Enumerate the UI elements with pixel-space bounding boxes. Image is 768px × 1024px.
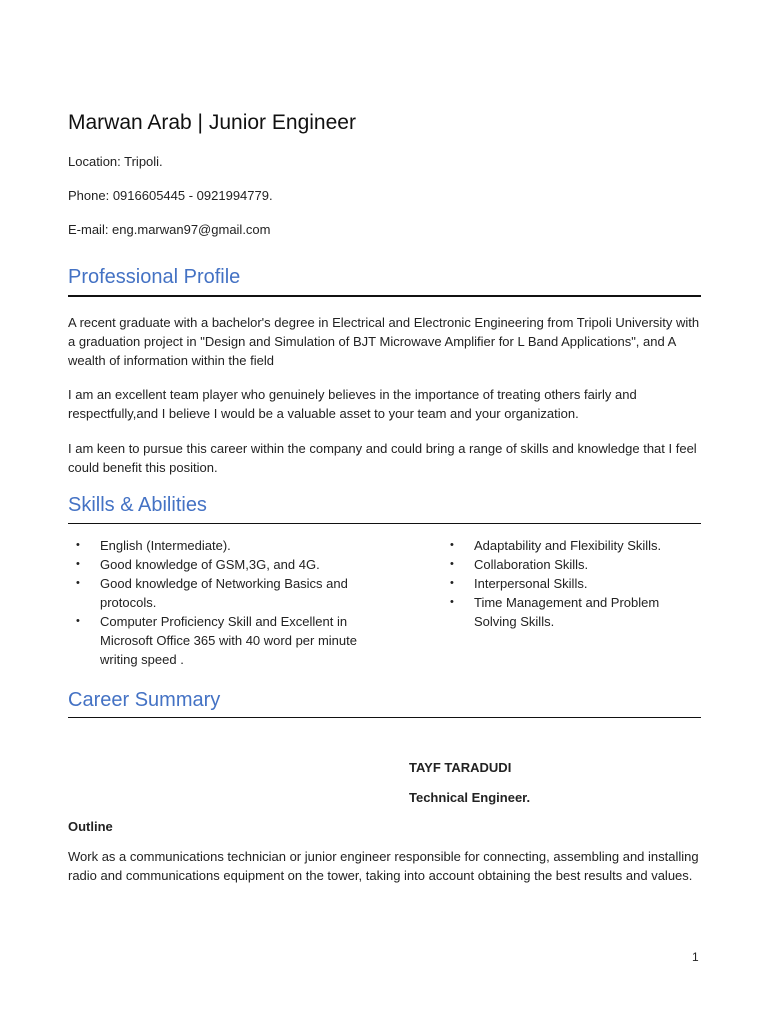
skills-divider bbox=[68, 523, 701, 524]
skill-text: Interpersonal Skills. bbox=[474, 576, 588, 591]
skill-text: Good knowledge of Networking Basics and protocols. bbox=[100, 576, 348, 610]
email-line: E-mail: eng.marwan97@gmail.com bbox=[68, 222, 271, 237]
bullet-icon: • bbox=[450, 577, 454, 589]
list-item bbox=[68, 574, 398, 612]
bullet-icon: • bbox=[76, 577, 80, 589]
skills-heading: Skills & Abilities bbox=[68, 494, 207, 516]
name-title: Marwan Arab | Junior Engineer bbox=[68, 111, 356, 134]
outline-label: Outline bbox=[68, 819, 113, 834]
profile-paragraph-1: A recent graduate with a bachelor's degree in Electrical and Electronic Engineering from Tripoli University with a graduation project in "Design and Simulation of BJT Microwave Amplifier for L Band Applications", and A wealth of information within the field bbox=[68, 315, 700, 368]
list-item bbox=[442, 574, 704, 593]
list-item bbox=[442, 555, 704, 574]
skill-text: English (Intermediate). bbox=[100, 538, 231, 553]
skill-text: Good knowledge of GSM,3G, and 4G. bbox=[100, 557, 320, 572]
outline-paragraph: Work as a communications technician or junior engineer responsible for connecting, assembling and installing radio and communications equipment on the tower, taking into account obtaining the best results and values. bbox=[68, 849, 699, 883]
skill-text: Collaboration Skills. bbox=[474, 557, 589, 572]
skill-text: Adaptability and Flexibility Skills. bbox=[474, 538, 662, 553]
list-item bbox=[68, 555, 398, 574]
profile-paragraph-3: I am keen to pursue this career within the company and could bring a range of skills and knowledge that I feel could benefit this position. bbox=[68, 441, 697, 475]
list-item bbox=[442, 536, 704, 555]
company-name: TAYF TARADUDI bbox=[409, 760, 512, 775]
profile-paragraph-2: I am an excellent team player who genuinely believes in the importance of treating others fairly and respectfully,and I believe I would be a valuable asset to your team and your organization. bbox=[68, 387, 637, 421]
list-item bbox=[442, 593, 704, 631]
career-divider bbox=[68, 717, 701, 718]
professional-profile-heading: Professional Profile bbox=[68, 266, 241, 288]
skill-text: Time Management and Problem Solving Skills. bbox=[474, 595, 660, 629]
bullet-icon: • bbox=[450, 596, 454, 608]
list-item bbox=[68, 536, 398, 555]
page-number: 1 bbox=[692, 950, 699, 964]
bullet-icon: • bbox=[76, 615, 80, 627]
skills-list-left bbox=[68, 536, 398, 669]
profile-divider bbox=[68, 295, 701, 297]
job-role: Technical Engineer. bbox=[409, 790, 531, 805]
career-summary-heading: Career Summary bbox=[68, 689, 221, 711]
bullet-icon: • bbox=[76, 558, 80, 570]
phone-line: Phone: 0916605445 - 0921994779. bbox=[68, 188, 273, 203]
skills-list-right bbox=[442, 536, 704, 631]
bullet-icon: • bbox=[450, 558, 454, 570]
bullet-icon: • bbox=[76, 539, 80, 551]
skill-text: Computer Proficiency Skill and Excellent in Microsoft Office 365 with 40 word per minute writing speed . bbox=[100, 614, 357, 667]
location-line: Location: Tripoli. bbox=[68, 154, 163, 169]
list-item bbox=[68, 612, 398, 669]
bullet-icon: • bbox=[450, 539, 454, 551]
